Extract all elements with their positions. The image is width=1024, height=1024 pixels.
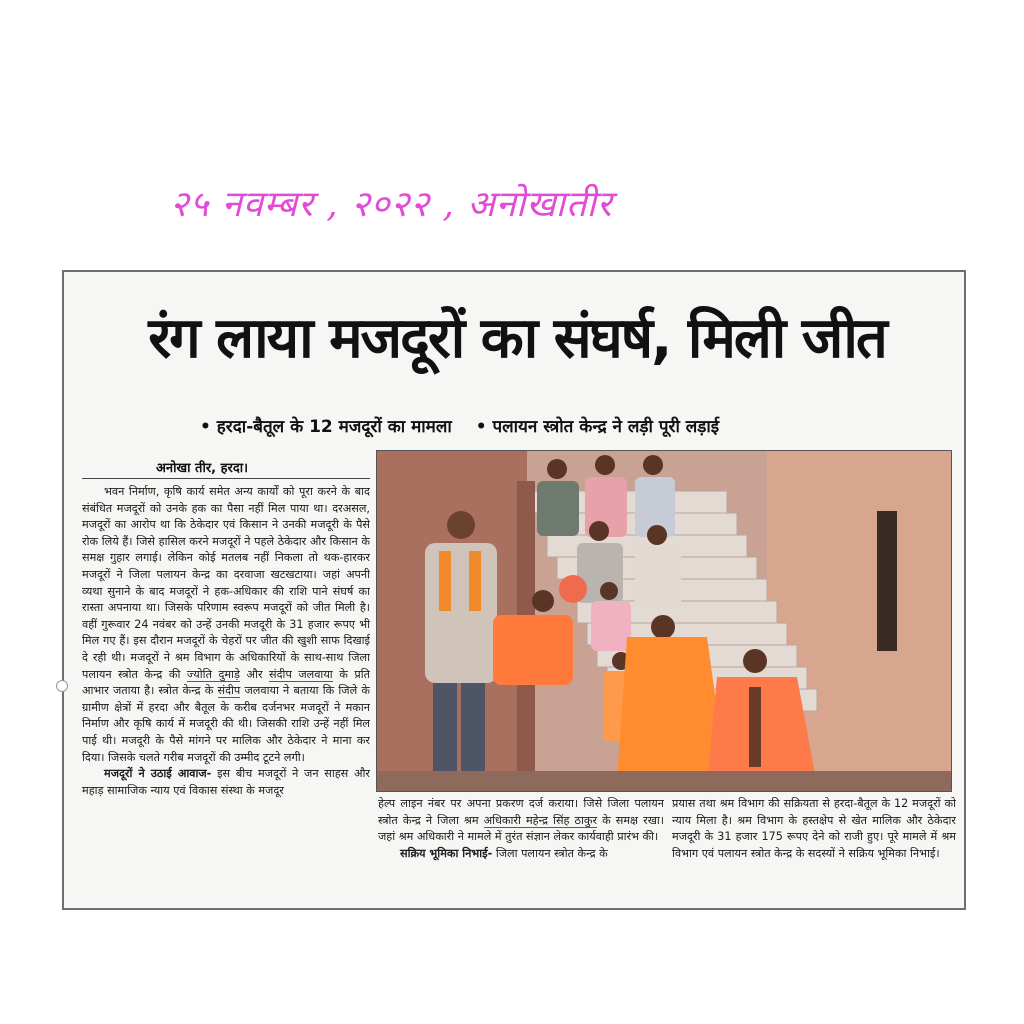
handwritten-date-annotation: २५ नवम्बर , २०२२ , अनोखातीर <box>170 184 613 225</box>
person-name: संदीप <box>217 684 241 698</box>
punch-hole-mark <box>56 680 68 692</box>
subhead-2: • पलायन स्त्रोत केन्द्र ने लड़ी पूरी लड़ाई <box>475 417 720 437</box>
person-name: अधिकारी महेन्द्र सिंह ठाकुर <box>483 813 598 827</box>
group-photo <box>376 450 952 792</box>
article-column-3 <box>672 796 956 896</box>
paragraph: मजदूरों ने उठाई आवाज- इस बीच मजदूरों ने जन साहस और महाड़ सामाजिक न्याय एवं विकास संस्था के मजदूर <box>82 767 370 797</box>
byline: अनोखा तीर, हरदा। <box>156 461 249 476</box>
subheadline <box>200 414 737 437</box>
paragraph: हेल्प लाइन नंबर पर अपना प्रकरण दर्ज कराया। जिसे जिला पलायन स्त्रोत केन्द्र ने जिला श्रम अधिकारी महेन्द्र सिंह ठाकुर के समक्ष रखा। जहां श्रम अधिकारी ने मामले में तुरंत संज्ञान लेकर कार्यवाही प्रारंभ की। <box>378 797 664 844</box>
article-column-1 <box>82 484 370 896</box>
headline: रंग लाया मजदूरों का संघर्ष, मिली जीत <box>148 306 886 371</box>
article-column-2 <box>378 796 664 896</box>
section-heading: सक्रिय भूमिका निभाई- <box>400 846 493 860</box>
subhead-1: • हरदा-बैतूल के 12 मजदूरों का मामला <box>200 417 452 437</box>
person-name: संदीप जलवाया <box>269 667 333 681</box>
section-heading: मजदूरों ने उठाई आवाज- <box>104 767 212 781</box>
paragraph: सक्रिय भूमिका निभाई- जिला पलायन स्त्रोत केन्द्र के <box>400 846 608 860</box>
paragraph: भवन निर्माण, कृषि कार्य समेत अन्य कार्यों को पूरा करने के बाद संबंधित मजदूरों को उनके हक का पैसा नहीं मिल पाया था। दरअसल, मजदूरों का आरोप था कि ठेकेदार एवं किसान ने उनकी मजदूरी के पैसे रोक लिये हैं। जिसे हासिल करने मजदूरों ने पहले ठेकेदार और किसान के समक्ष गुहार लगाई। लेकिन कोई मतलब नहीं निकला तो थक-हारकर मजदूरों ने जिला पलायन केन्द्र का दरवाजा खटखटाया। जहां अपनी व्यथा सुनाने के बाद मजदूरों ने हक-अधिकार की राशि पाने संघर्ष का रास्ता अपनाया था। जिसके परिणाम स्वरूप मजदूरों को जीत मिली है। वहीं गुरूवार 24 नवंबर को उन्हें उनकी मजदूरी के 31 हजार रूपए भी मिल गए हैं। इस दौरान मजदूरों के चेहरों पर जीत की खुशी साफ दिखाई दे रही थी। मजदूरों ने श्रम विभाग के अधिकारियों के साथ-साथ जिला पलायन स्त्रोत केन्द्र की ज्योति दुमाड़े और संदीप जलवाया के प्रति आभार जताया है। स्त्रोत केन्द्र के संदीप जलवाया ने बताया कि जिले के ग्रामीण क्षेत्रों में हरदा और बैतूल के करीब दर्जनभर मजदूरों ने मकान निर्माण और कृषि कार्य में मजदूरी की थी। जिसकी राशि उन्हें नहीं मिल पाई थी। मजदूरी के पैसे मांगने पर मालिक और ठेकेदार ने माना कर दिया। जिसके चलते गरीब मजदूरों की उम्मीद टूटने लगी। <box>82 485 370 764</box>
paragraph: प्रयास तथा श्रम विभाग की सक्रियता से हरदा-बैतूल के 12 मजदूरों को न्याय मिला है। श्रम विभाग के हस्तक्षेप से खेत मालिक और ठेकेदार मजदूरी के 31 हजार 175 रूपए देने को राजी हुए। पूरे मामले में श्रम विभाग एवं पलायन स्त्रोत केन्द्र के सदस्यों ने सक्रिय भूमिका निभाई। <box>672 797 956 860</box>
person-name: ज्योति दुमाड़े <box>186 667 240 681</box>
byline-divider <box>82 478 370 479</box>
